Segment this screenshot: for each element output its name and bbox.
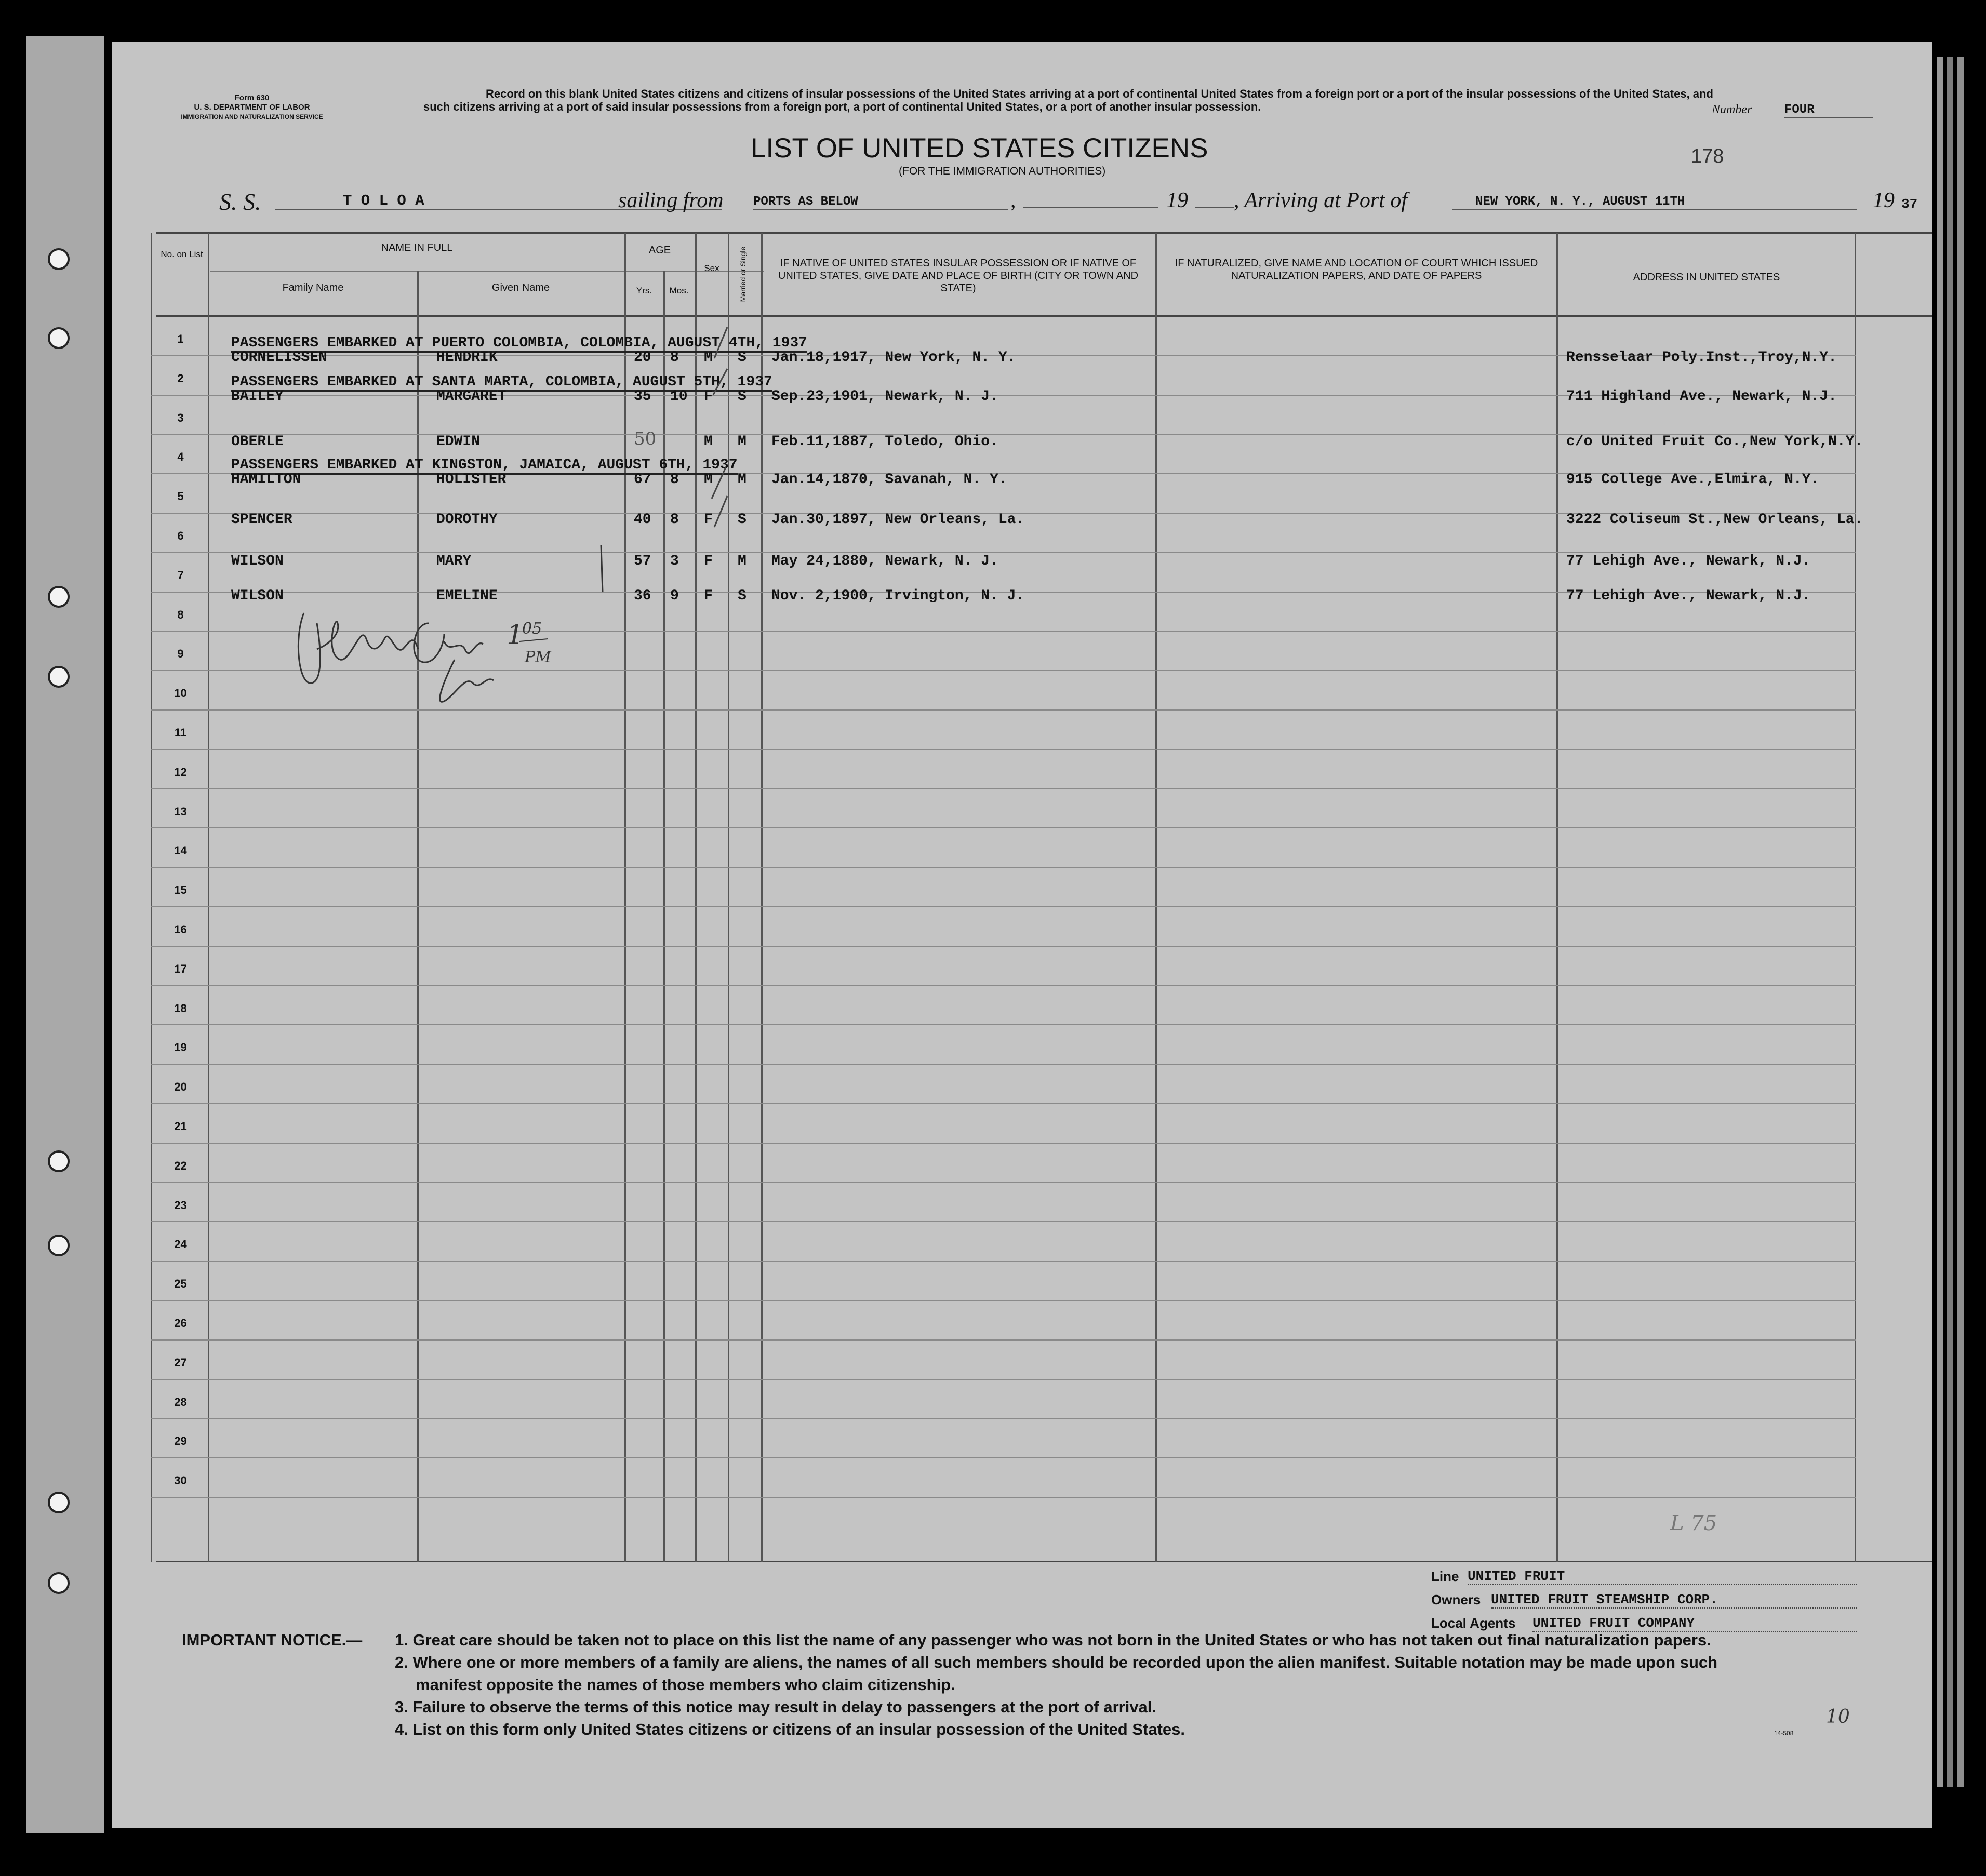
punch-hole (48, 327, 70, 349)
form-instructions: Record on this blank United States citizens and citizens of insular possessions of the United States arriving at a port of continental United States from a foreign port or a port of the insular possessions of the United States, and such citizens arriving at a port of said insular possessions from a foreign port, a port of continental United States, or a port of another insular possession. (423, 87, 1713, 113)
family-name-cell: HAMILTON (231, 472, 301, 488)
row-rule (151, 1339, 1856, 1341)
given-name-cell: HOLISTER (436, 472, 507, 488)
row-rule (151, 1103, 1856, 1104)
address-cell: 77 Lehigh Ave., Newark, N.J. (1566, 588, 1811, 604)
age-months-cell: 3 (670, 553, 679, 569)
arriving-at: NEW YORK, N. Y., AUGUST 11TH (1452, 195, 1857, 210)
age-years-cell: 35 (634, 388, 651, 405)
header-naturalized: IF NATURALIZED, GIVE NAME AND LOCATION OF COURT WHICH ISSUED NATURALIZATION PAPERS, AND DATE OF PAPERS (1175, 258, 1538, 282)
address-cell: 3222 Coliseum St.,New Orleans, La. (1566, 512, 1863, 528)
row-rule (151, 1497, 1856, 1498)
birth-date-place-cell: Sep.23,1901, Newark, N. J. (771, 388, 998, 405)
line-value: UNITED FRUIT (1468, 1569, 1857, 1585)
row-number: 10 (174, 687, 187, 700)
punch-hole (48, 1572, 70, 1594)
row-number: 8 (177, 608, 184, 621)
svg-text:1: 1 (507, 620, 524, 651)
form-id-block (179, 93, 325, 122)
service-name: IMMIGRATION AND NATURALIZATION SERVICE (181, 113, 323, 120)
punch-hole (48, 1492, 70, 1513)
row-rule (151, 1261, 1856, 1262)
owners-label: Owners (1431, 1592, 1481, 1607)
row-rule (151, 788, 1856, 789)
form-title: LIST OF UNITED STATES CITIZENS (751, 133, 1208, 164)
page-edge (1957, 57, 1964, 1787)
age-years-cell: 40 (634, 512, 651, 528)
header-family-name: Family Name (282, 282, 344, 293)
row-number: 15 (174, 883, 187, 897)
row-rule (151, 1143, 1856, 1144)
given-name-cell: MARGARET (436, 388, 507, 405)
number-value: FOUR (1784, 103, 1873, 118)
header-married-single: Married or Single (739, 246, 747, 302)
given-name-cell: DOROTHY (436, 512, 498, 528)
punch-hole (48, 586, 70, 608)
notice-item-3: 3. Failure to observe the terms of this notice may result in delay to passengers at the port of arrival. (395, 1698, 1157, 1716)
birth-date-place-cell: Jan.18,1917, New York, N. Y. (771, 350, 1016, 366)
notice-title: IMPORTANT NOTICE.— (182, 1631, 363, 1649)
row-rule (151, 1418, 1856, 1419)
department-name: U. S. DEPARTMENT OF LABOR (194, 103, 310, 112)
row-number: 29 (174, 1435, 187, 1448)
svg-text:05: 05 (522, 620, 542, 638)
sex-cell: F (704, 588, 713, 604)
row-number: 20 (174, 1080, 187, 1094)
marital-status-cell: S (738, 512, 747, 528)
given-name-cell: EDWIN (436, 434, 481, 450)
age-years-cell: 50 (634, 428, 657, 449)
row-rule (151, 827, 1856, 828)
row-rule (151, 1182, 1856, 1183)
marital-status-cell: M (738, 553, 747, 569)
header-address: ADDRESS IN UNITED STATES (1633, 272, 1780, 283)
embarkation-line: PASSENGERS EMBARKED AT SANTA MARTA, COLOMBIA, AUGUST 5TH, 1937 (231, 374, 772, 392)
header-no-on-list: No. on List (161, 249, 203, 259)
header-age: AGE (648, 245, 671, 256)
year-prefix: 19 (1166, 189, 1188, 212)
page-number: 178 (1691, 145, 1724, 167)
row-number: 21 (174, 1120, 187, 1133)
column-line (761, 233, 763, 1562)
row-rule (151, 985, 1856, 986)
marital-status-cell: M (738, 434, 747, 450)
form-subtitle: (FOR THE IMMIGRATION AUTHORITIES) (899, 165, 1106, 177)
age-years-cell: 20 (634, 350, 651, 366)
row-rule (151, 1024, 1856, 1025)
ship-name: T O L O A (275, 192, 722, 210)
row-number: 6 (177, 529, 184, 542)
marital-status-cell: S (738, 388, 747, 405)
row-number: 30 (174, 1474, 187, 1488)
row-rule (151, 1064, 1856, 1065)
column-line (695, 233, 697, 1562)
header-name-in-full: NAME IN FULL (381, 242, 453, 253)
sex-cell: M (704, 350, 713, 366)
column-line (1556, 233, 1558, 1562)
punch-hole (48, 248, 70, 270)
arrival-year: 37 (1901, 196, 1918, 212)
margin-mark: L 75 (1670, 1511, 1717, 1535)
age-years-cell: 67 (634, 472, 651, 488)
row-number: 18 (174, 1001, 187, 1015)
row-number: 27 (174, 1356, 187, 1369)
row-rule (151, 1300, 1856, 1301)
address-cell: c/o United Fruit Co.,New York,N.Y. (1566, 434, 1863, 450)
row-number: 1 (177, 332, 184, 345)
family-name-cell: BAILEY (231, 388, 284, 405)
header-mos: Mos. (669, 286, 689, 296)
age-months-cell: 8 (670, 512, 679, 528)
family-name-cell: CORNELISSEN (231, 350, 327, 366)
row-number: 19 (174, 1041, 187, 1054)
sex-cell: M (704, 434, 713, 450)
address-cell: 915 College Ave.,Elmira, N.Y. (1566, 472, 1820, 488)
header-given-name: Given Name (491, 282, 550, 293)
row-number: 9 (177, 647, 184, 661)
subheader-rule (210, 271, 764, 272)
number-label: Number (1712, 103, 1752, 116)
row-number: 17 (174, 962, 187, 975)
age-months-cell: 9 (670, 588, 679, 604)
sex-cell: F (704, 388, 713, 405)
age-months-cell: 8 (670, 472, 679, 488)
marital-status-cell: M (738, 472, 747, 488)
header-yrs: Yrs. (636, 286, 652, 296)
punch-hole (48, 1235, 70, 1256)
given-name-cell: HENDRIK (436, 350, 498, 366)
family-name-cell: WILSON (231, 553, 284, 569)
row-number: 12 (174, 765, 187, 779)
notice-item-1: 1. Great care should be taken not to place on this list the name of any passenger who was not born in the United States or who has not taken out final naturalization papers. (395, 1631, 1711, 1649)
table-bottom-border (156, 1561, 1932, 1562)
row-number: 3 (177, 411, 184, 424)
column-line (151, 233, 152, 1562)
row-rule (151, 906, 1856, 907)
age-months-cell: 10 (670, 388, 688, 405)
column-line (208, 233, 209, 1562)
birth-date-place-cell: May 24,1880, Newark, N. J. (771, 553, 998, 569)
address-cell: 77 Lehigh Ave., Newark, N.J. (1566, 553, 1811, 569)
row-number: 24 (174, 1238, 187, 1251)
row-number: 13 (174, 805, 187, 818)
row-number: 22 (174, 1159, 187, 1172)
header-birth: IF NATIVE OF UNITED STATES INSULAR POSSESSION OR IF NATIVE OF UNITED STATES, GIVE DATE AND PLACE OF BIRTH (CITY OR TOWN AND STATE) (778, 258, 1139, 294)
marital-status-cell: S (738, 588, 747, 604)
column-line (624, 233, 626, 1562)
row-number: 14 (174, 844, 187, 857)
corner-mark: 10 (1826, 1706, 1850, 1727)
row-number: 4 (177, 450, 184, 464)
row-number: 2 (177, 371, 184, 385)
row-number: 23 (174, 1198, 187, 1212)
check-marks (704, 317, 745, 535)
birth-date-place-cell: Jan.14,1870, Savanah, N. Y. (771, 472, 1007, 488)
age-years-cell: 57 (634, 553, 651, 569)
family-name-cell: OBERLE (231, 434, 284, 450)
comma-separator: , (1010, 189, 1016, 212)
embarkation-line: PASSENGERS EMBARKED AT KINGSTON, JAMAICA, AUGUST 6TH, 1937 (231, 457, 738, 475)
agents-label: Local Agents (1431, 1615, 1516, 1631)
punch-hole (48, 666, 70, 688)
punch-hole (48, 1150, 70, 1172)
birth-date-place-cell: Nov. 2,1900, Irvington, N. J. (771, 588, 1025, 604)
ss-label: S. S. (219, 189, 261, 215)
table-top-border (156, 232, 1932, 234)
row-rule (151, 946, 1856, 947)
marital-status-cell: S (738, 350, 747, 366)
sailing-from: PORTS AS BELOW (753, 195, 1008, 210)
given-name-cell: MARY (436, 553, 472, 569)
sex-cell: M (704, 472, 713, 488)
sex-cell: F (704, 553, 713, 569)
age-years-cell: 36 (634, 588, 651, 604)
notice-item-2: 2. Where one or more members of a family are aliens, the names of all such members should be recorded upon the alien manifest. Suitable notation may be made upon such (395, 1653, 1718, 1671)
sex-cell: F (704, 512, 713, 528)
inspector-signature (288, 592, 558, 712)
row-number: 28 (174, 1395, 187, 1409)
age-months-cell: 8 (670, 350, 679, 366)
row-number: 16 (174, 923, 187, 936)
address-cell: Rensselaar Poly.Inst.,Troy,N.Y. (1566, 350, 1837, 366)
line-label: Line (1431, 1569, 1459, 1584)
notice-item-4: 4. List on this form only United States citizens or citizens of an insular possession of the United States. (395, 1720, 1185, 1738)
blank-date-line (1023, 207, 1158, 208)
row-rule (151, 1221, 1856, 1222)
page-edge (1947, 57, 1953, 1787)
family-name-cell: SPENCER (231, 512, 292, 528)
form-number: Form 630 (234, 93, 270, 102)
arrival-year-prefix: 19 (1873, 189, 1895, 212)
family-name-cell: WILSON (231, 588, 284, 604)
row-number: 11 (174, 726, 187, 739)
owners-value: UNITED FRUIT STEAMSHIP CORP. (1491, 1592, 1857, 1609)
page-edge (1937, 57, 1943, 1787)
agents-value: UNITED FRUIT COMPANY (1532, 1615, 1857, 1632)
header-sex: Sex (704, 263, 719, 273)
row-rule (151, 1379, 1856, 1380)
sailing-label: sailing from (618, 189, 724, 212)
embarkation-line: PASSENGERS EMBARKED AT PUERTO COLOMBIA, COLOMBIA, AUGUST 4TH, 1937 (231, 335, 807, 353)
pencil-mark (595, 540, 610, 602)
binder-strip (26, 36, 104, 1833)
column-line (1155, 233, 1157, 1562)
arriving-label: , Arriving at Port of (1234, 189, 1408, 212)
row-rule (151, 867, 1856, 868)
svg-text:PM: PM (525, 648, 551, 666)
row-number: 5 (177, 490, 184, 503)
manifest-sheet (112, 42, 1932, 1828)
blank-year-line (1195, 207, 1234, 208)
row-number: 7 (177, 568, 184, 582)
row-number: 26 (174, 1317, 187, 1330)
row-rule (151, 1457, 1856, 1458)
form-code: 14-508 (1774, 1730, 1794, 1737)
birth-date-place-cell: Feb.11,1887, Toledo, Ohio. (771, 434, 998, 450)
header-bottom-border (156, 315, 1932, 317)
column-line (1855, 233, 1856, 1562)
given-name-cell: EMELINE (436, 588, 498, 604)
address-cell: 711 Highland Ave., Newark, N.J. (1566, 388, 1837, 405)
row-rule (151, 749, 1856, 750)
birth-date-place-cell: Jan.30,1897, New Orleans, La. (771, 512, 1025, 528)
notice-item-2-cont: manifest opposite the names of those members who claim citizenship. (416, 1676, 955, 1694)
row-number: 25 (174, 1277, 187, 1291)
